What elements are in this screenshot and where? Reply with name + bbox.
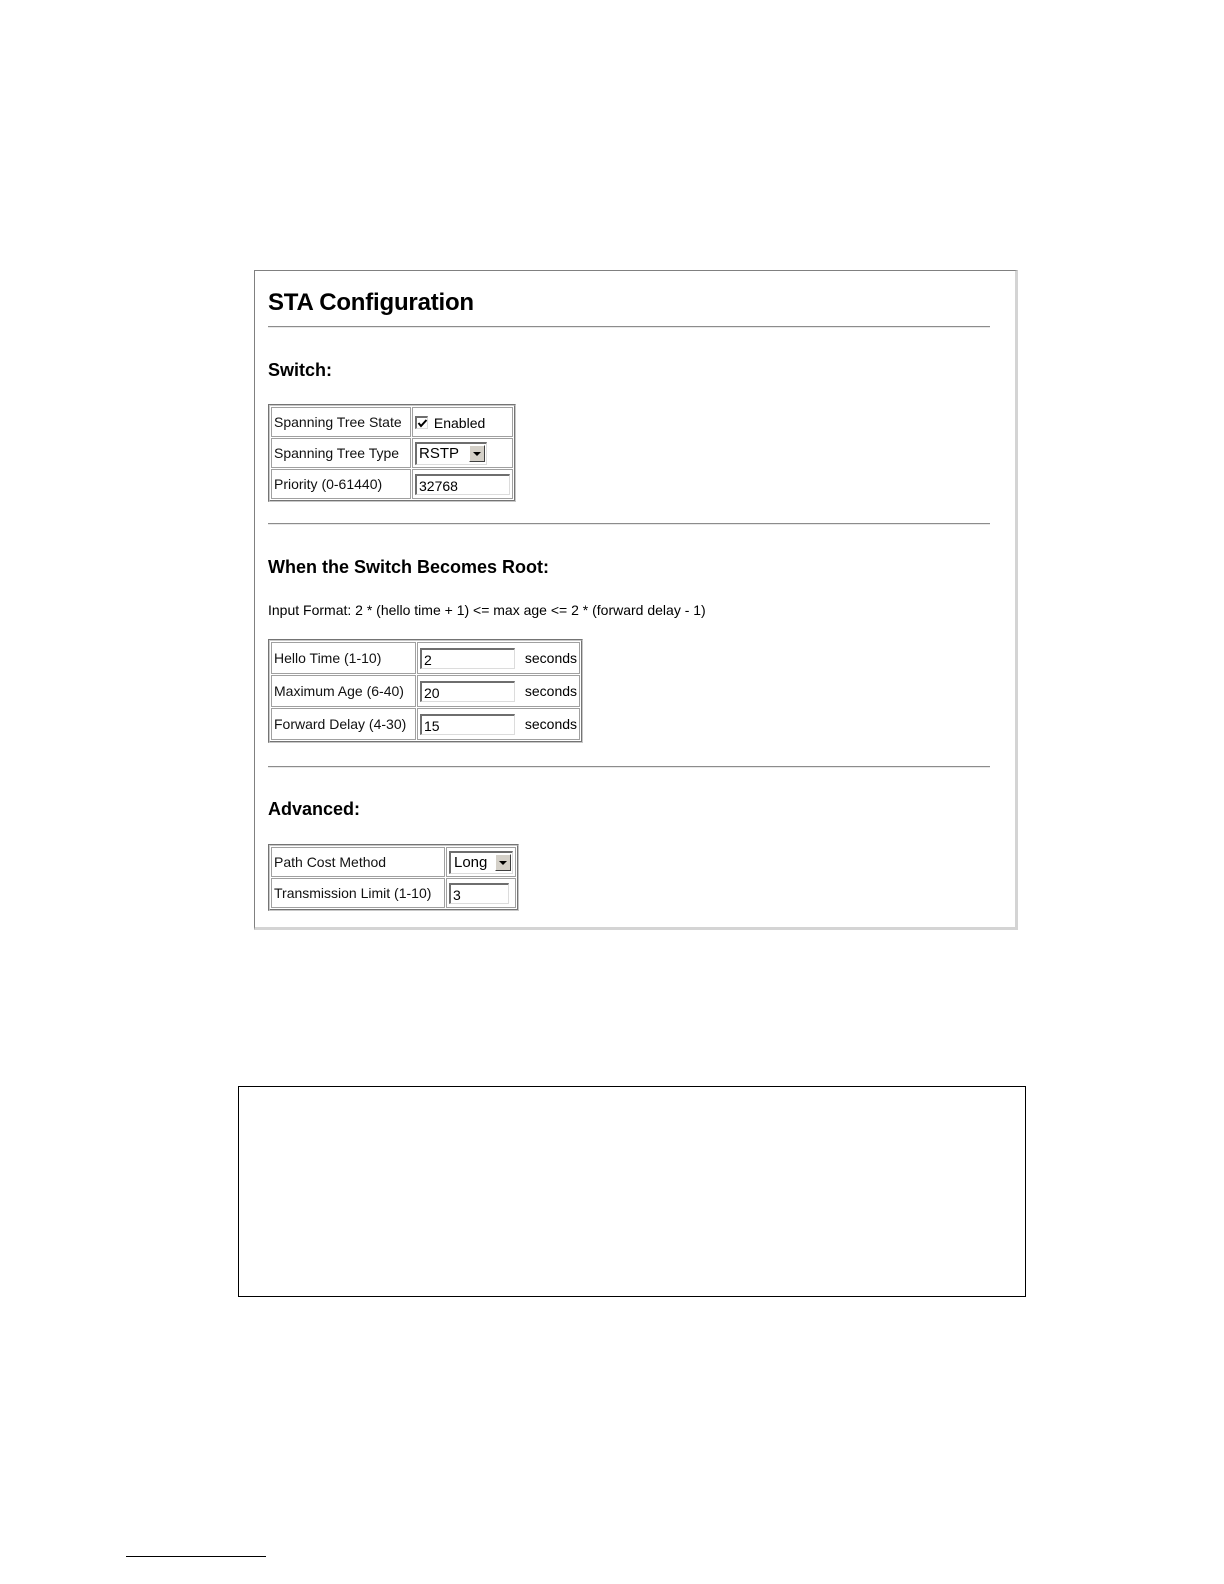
spanning-tree-type-cell [412,438,513,468]
chevron-down-icon[interactable] [495,854,511,871]
table-row [271,675,580,707]
maximum-age-label: Maximum Age (6-40) [271,675,416,707]
maximum-age-cell [417,675,580,707]
divider [268,326,990,328]
divider [268,523,990,525]
checkmark-icon [417,418,428,429]
spanning-tree-state-label: Spanning Tree State [271,407,411,437]
divider [268,766,990,768]
hello-time-input[interactable]: 2 [420,648,515,669]
path-cost-method-label: Path Cost Method [271,847,445,877]
spanning-tree-state-checkbox[interactable] [415,416,428,429]
path-cost-method-cell [446,847,516,877]
path-cost-method-select[interactable] [449,851,513,874]
priority-cell [412,469,513,499]
hello-time-label: Hello Time (1-10) [271,642,416,674]
forward-delay-input[interactable]: 15 [420,714,515,735]
priority-label: Priority (0-61440) [271,469,411,499]
table-row [271,708,580,740]
enabled-label: Enabled [433,414,486,431]
switch-settings-table [268,404,516,502]
transmission-limit-label: Transmission Limit (1-10) [271,878,445,908]
spanning-tree-type-select[interactable] [415,442,487,465]
table-row [271,407,513,437]
root-heading: When the Switch Becomes Root: [268,557,550,577]
maximum-age-unit: seconds [524,683,578,699]
forward-delay-label: Forward Delay (4-30) [271,708,416,740]
spanning-tree-type-label: Spanning Tree Type [271,438,411,468]
table-row [271,642,580,674]
table-row [271,878,516,908]
hello-time-cell [417,642,580,674]
maximum-age-input[interactable]: 20 [420,681,515,702]
advanced-settings-table [268,844,519,911]
input-format-note: Input Format: 2 * (hello time + 1) <= max age <= 2 * (forward delay - 1) [268,602,706,618]
sta-configuration-panel [254,270,1018,930]
hello-time-unit: seconds [524,650,578,666]
transmission-limit-cell [446,878,516,908]
forward-delay-unit: seconds [524,716,578,732]
table-row [271,438,513,468]
table-row [271,469,513,499]
chevron-down-icon[interactable] [469,445,485,462]
root-timers-table [268,639,583,743]
forward-delay-cell [417,708,580,740]
transmission-limit-input[interactable]: 3 [449,883,509,904]
spanning-tree-type-value: RSTP [419,445,460,462]
page-title: STA Configuration [268,289,474,316]
table-row [271,847,516,877]
spanning-tree-state-cell [412,407,513,437]
path-cost-method-value: Long [454,854,488,871]
switch-heading: Switch: [268,360,333,380]
command-example-box [238,1086,1026,1297]
footnote-divider [126,1556,266,1557]
priority-input[interactable]: 32768 [415,474,510,495]
advanced-heading: Advanced: [268,799,361,819]
